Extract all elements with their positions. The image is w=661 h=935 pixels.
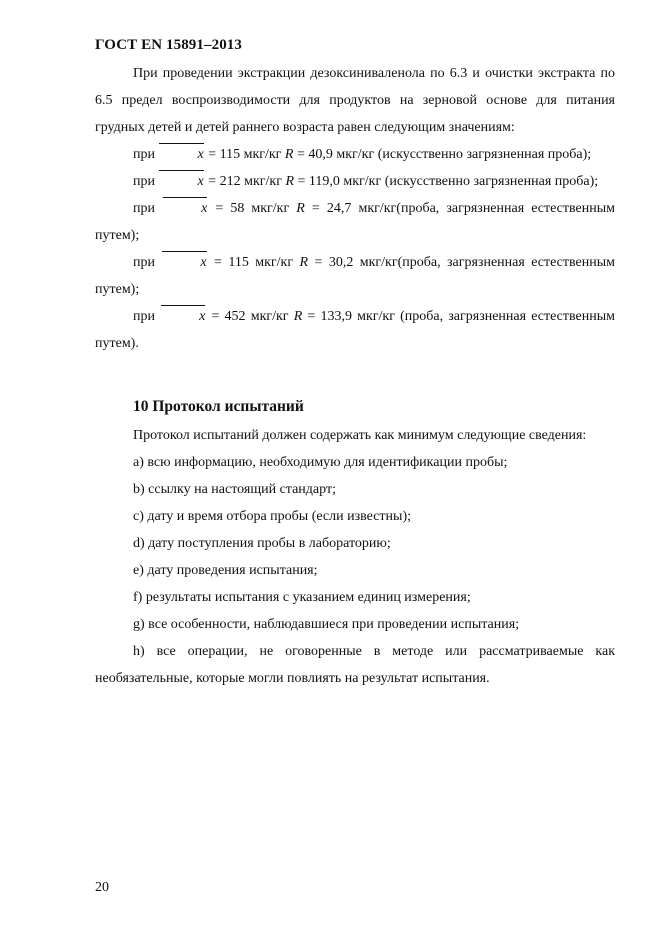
- value-prefix: при: [133, 174, 159, 189]
- r-symbol: R: [299, 255, 309, 270]
- document-header: ГОСТ EN 15891–2013: [95, 37, 242, 53]
- list-item: b) ссылку на настоящий стандарт;: [133, 482, 336, 497]
- value-line: [95, 303, 615, 357]
- page-number: 20: [95, 880, 109, 895]
- intro-paragraph: При проведении экстракции дезоксиниваленола по 6.3 и очистки экстракта по 6.5 предел воспроизводимости для продуктов на зерновой основе для питания грудных детей и детей раннего возраста равен следующим значениям:: [95, 66, 615, 135]
- mean-symbol: x: [158, 168, 204, 195]
- mean-symbol: x: [162, 195, 208, 222]
- value-line: [95, 249, 615, 303]
- mean-value: = 58 мкг/кг: [208, 201, 297, 216]
- value-prefix: при: [133, 201, 163, 216]
- mean-symbol: x: [158, 141, 204, 168]
- r-value: = 133,9 мкг/кг (проба, загрязненная естественным путем).: [95, 309, 616, 351]
- value-line: [95, 195, 615, 249]
- section-intro: Протокол испытаний должен содержать как минимум следующие сведения:: [133, 428, 587, 443]
- r-value: = 24,7 мкг/кг(проба, загрязненная естественным путем);: [95, 201, 616, 243]
- mean-value: = 452 мкг/кг: [206, 309, 294, 324]
- mean-value: = 115 мкг/кг: [207, 255, 300, 270]
- r-symbol: R: [285, 174, 294, 189]
- document-body: [95, 60, 615, 692]
- r-symbol: R: [284, 147, 294, 162]
- value-line: [95, 168, 615, 195]
- r-value: = 40,9 мкг/кг (искусственно загрязненная проба);: [293, 147, 592, 162]
- values-list: [95, 141, 615, 357]
- r-symbol: R: [296, 201, 305, 216]
- mean-symbol: x: [161, 249, 207, 276]
- list-item: h) все операции, не оговоренные в методе или рассматриваемые как необязательные, которые могли повлиять на результат испытания.: [95, 644, 615, 686]
- list-item: f) результаты испытания с указанием единиц измерения;: [133, 590, 471, 605]
- r-symbol: R: [293, 309, 303, 324]
- list-item: c) дату и время отбора пробы (если известны);: [133, 509, 412, 524]
- section-heading: 10 Протокол испытаний: [133, 398, 304, 415]
- list-item: g) все особенности, наблюдавшиеся при проведении испытания;: [133, 617, 520, 632]
- mean-value: = 115 мкг/кг: [204, 147, 285, 162]
- mean-symbol: x: [160, 303, 206, 330]
- mean-value: = 212 мкг/кг: [204, 174, 286, 189]
- value-prefix: при: [133, 255, 162, 270]
- r-value: = 30,2 мкг/кг(проба, загрязненная естественным путем);: [95, 255, 616, 297]
- requirements-list: [95, 449, 615, 692]
- list-item: a) всю информацию, необходимую для идентификации пробы;: [133, 455, 508, 470]
- r-value: = 119,0 мкг/кг (искусственно загрязненная проба);: [294, 174, 599, 189]
- value-prefix: при: [133, 309, 161, 324]
- list-item: d) дату поступления пробы в лабораторию;: [133, 536, 391, 551]
- value-line: [95, 141, 615, 168]
- list-item: e) дату проведения испытания;: [133, 563, 318, 578]
- value-prefix: при: [133, 147, 159, 162]
